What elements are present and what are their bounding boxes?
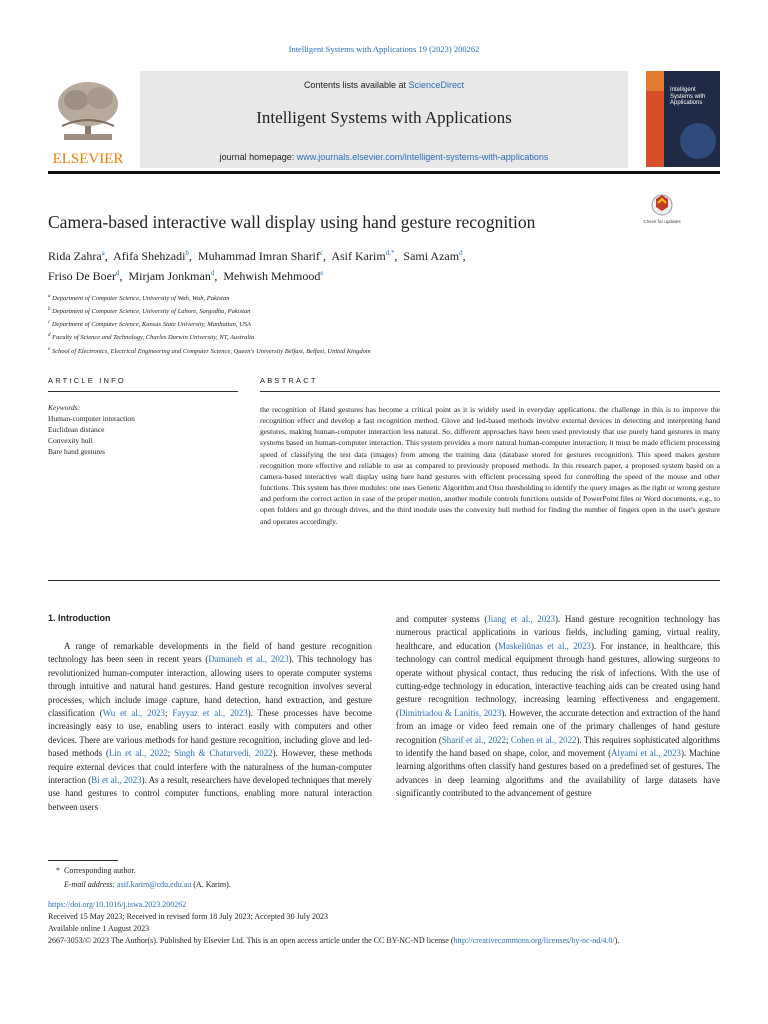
citation-link[interactable]: Wu et al., 2023 (102, 708, 165, 719)
citation-link[interactable]: Maskeliūnas et al., 2023 (498, 640, 591, 651)
affiliation-text: Faculty of Science and Technology, Charles Darwin University, NT, Australia (52, 334, 255, 342)
affiliation-text: Department of Computer Science, Kansas State University, Manhattan, USA (51, 321, 251, 329)
contents-prefix: Contents lists available at (303, 80, 406, 90)
author-aff[interactable]: d (116, 269, 120, 277)
affiliation-item (48, 317, 688, 330)
running-header[interactable]: Intelligent Systems with Applications 19 (2023) 200262 (288, 44, 480, 54)
affiliation-item (48, 304, 688, 317)
body-text: ; (505, 734, 511, 745)
license-link[interactable]: http://creativecommons.org/licenses/by-nc-nd/4.0/ (453, 936, 615, 945)
keyword: Human-computer interaction (48, 414, 135, 423)
body-text: ). However, the accurate detection and extraction of the hand from an image or video feed remain one of the primary challenges of hand gesture recognition ( (396, 707, 720, 745)
author-aff[interactable]: d,* (385, 249, 395, 257)
body-text: ). This technology has revolutionized human-computer interaction, allowing users to operate computer systems through intuitive and natural hand gestures. Hand gesture recognition involves several processes, which include image capture, hand detection, hand extraction, and gesture classification ( (48, 654, 372, 719)
affiliation-text: School of Electronics, Electrical Engineering and Computer Science, Queen's University Belfast, Belfast, United Kingdom (51, 347, 371, 355)
citation-link[interactable]: Damaneh et al., 2023 (208, 654, 289, 665)
keywords-label: Keywords: (48, 403, 81, 412)
author-name[interactable]: Friso De Boer (48, 269, 116, 283)
section-heading: 1. Introduction (48, 613, 111, 623)
affiliation-key: b (48, 307, 51, 313)
author-name[interactable]: Muhammad Imran Sharif (197, 249, 320, 263)
publisher-wordmark: ELSEVIER (52, 151, 124, 167)
citation-link[interactable]: Jiang et al., 2023 (487, 614, 556, 624)
affiliation-key: d (48, 333, 51, 339)
citation-link[interactable]: Alyami et al., 2023 (611, 748, 681, 759)
body-text: A range of remarkable developments in the field of hand gesture recognition technology has been seen in recent years ( (48, 641, 372, 665)
homepage-prefix: journal homepage: (219, 152, 295, 162)
received-line: Received 15 May 2023; Received in revised form 18 July 2023; Accepted 30 July 2023 (48, 912, 328, 921)
author-name[interactable]: Mirjam Jonkman (128, 269, 211, 283)
footnote-rule (48, 860, 118, 861)
abstract-rule (260, 391, 720, 392)
author-aff[interactable]: a (101, 249, 105, 257)
citation-link[interactable]: Fayyaz et al., 2023 (172, 708, 248, 719)
author-list: Rida Zahra$^a$, Afifa Shehzadi$^b$, Muhammad Imran Sharif$^c$, Asif Karim$^{d,*}$, Sami Azam$^d$, Friso De Boer$^d$, Mirjam Jonkman$^d$, Mehwish Mehmood$^e$ (48, 249, 466, 283)
doi-link[interactable]: https://doi.org/10.1016/j.iswa.2023.200262 (48, 900, 187, 909)
contents-line (140, 80, 628, 90)
affiliation-item (48, 291, 688, 304)
affiliation-item (48, 330, 688, 343)
author-name[interactable]: Sami Azam (403, 249, 460, 263)
body-text: ; (167, 748, 175, 759)
article-title: Camera-based interactive wall display using hand gesture recognition (48, 212, 536, 232)
elsevier-logo[interactable] (48, 74, 128, 166)
author-name[interactable]: Asif Karim (331, 249, 386, 263)
online-line: Available online 1 August 2023 (48, 924, 150, 933)
body-column-right (396, 613, 720, 801)
citation-link[interactable]: Sharif et al., 2022 (441, 734, 506, 745)
body-text: ). These processes have become increasingly easy to use, enabling users to interact easily with computers and other devices. There are various methods for hand gesture recognition, including glove and led-based methods ( (48, 708, 372, 759)
abstract-heading: ABSTRACT (260, 376, 318, 385)
citation-link[interactable]: Dimitriadou & Lanitis, 2023 (398, 707, 502, 718)
doi-line (48, 899, 186, 911)
keyword: Convexity hull (48, 436, 93, 445)
body-text: ). As a result, researchers have developed techniques that merely use hand gestures to control computer functions, enabling more natural interaction between users (48, 775, 372, 812)
author-name[interactable]: Rida Zahra (48, 249, 102, 263)
body-text: and computer systems ( (396, 614, 488, 624)
body-text: ). Machine learning algorithms often classify hand gestures based on a predefined set of gestures. The advances in deep learning algorithms and the availability of large datasets have significantly contributed to the advancement of gesture (396, 748, 720, 799)
journal-title: Intelligent Systems with Applications (256, 108, 512, 127)
journal-cover-thumbnail[interactable] (646, 71, 720, 167)
keywords-block (48, 402, 135, 457)
body-column-left (48, 640, 372, 814)
author-aff[interactable]: b (185, 249, 189, 257)
license-text: 2667-3053/© 2023 The Author(s). Published by Elsevier Ltd. This is an open access article under the CC BY-NC-ND license ( (48, 936, 454, 945)
license-suffix: ). (614, 936, 620, 945)
affiliation-text: Department of Computer Science, University of Lahore, Sargodha, Pakistan (52, 308, 251, 316)
article-info-heading: ARTICLE INFO (48, 376, 126, 385)
citation-link[interactable]: Cohen et al., 2022 (510, 734, 577, 745)
keyword: Bare hand gestures (48, 447, 106, 456)
affiliation-key: c (48, 320, 51, 326)
homepage-link[interactable]: www.journals.elsevier.com/intelligent-systems-with-applications (296, 152, 549, 162)
affiliation-list (48, 291, 688, 357)
affiliation-item (48, 344, 688, 357)
affiliation-key: a (48, 294, 51, 299)
author-aff[interactable]: d (459, 249, 463, 257)
author-aff[interactable]: c (319, 249, 323, 257)
email-label: E-mail address: (64, 880, 116, 889)
body-text: ). Hand gesture recognition technology has numerous practical applications in various fields, including gaming, virtual reality, healthcare, and education ( (396, 614, 720, 651)
author-name[interactable]: Afifa Shehzadi (113, 249, 186, 263)
author-aff[interactable]: d (210, 269, 215, 277)
affiliation-text: Department of Computer Science, University of Wah, Wah, Pakistan (52, 295, 230, 303)
cover-title: Intelligent Systems with Applications (670, 87, 706, 106)
tree-icon (58, 82, 118, 140)
body-text: ). However, these methods require external devices that could interfere with the naturalness of the human-computer interaction ( (48, 748, 373, 786)
sciencedirect-link[interactable]: ScienceDirect (408, 80, 465, 90)
badge-label: Check for updates (643, 219, 681, 224)
author-name[interactable]: Mehwish Mehmood (223, 269, 321, 283)
corresponding-text: Corresponding author. (64, 866, 136, 875)
asterisk-icon: * (56, 866, 60, 875)
keyword: Euclidean distance (48, 425, 105, 434)
email-link[interactable]: asif.karim@cdu.edu.au (117, 880, 192, 889)
body-text: ). This requires sophisticated algorithms to identify the hand based on shape, color, and movement ( (396, 734, 720, 759)
header-rule (48, 171, 720, 174)
author-aff[interactable]: e (320, 269, 324, 277)
check-for-updates-badge[interactable] (643, 193, 681, 231)
corresponding-note (56, 865, 136, 877)
citation-link[interactable]: Singh & Chaturvedi, 2022 (174, 748, 273, 759)
affiliation-key: e (48, 346, 51, 352)
email-note (64, 879, 231, 891)
citation-link[interactable]: Bi et al., 2023 (91, 775, 142, 786)
homepage-line (140, 152, 628, 162)
body-text: ; (164, 708, 173, 719)
email-suffix: (A. Karim). (193, 880, 231, 889)
cover-art (646, 71, 720, 167)
citation-link[interactable]: Lin et al., 2022 (108, 748, 168, 759)
abstract-bottom-rule (48, 580, 720, 581)
abstract-text: the recognition of Hand gestures has become a critical point as it is widely used in everyday applications. the challenge in this is to improve the recognition effect and develop a fast recognition method. Glove and led-based methods involve external devices in detecting and interpreting hand gestures, making human-computer interaction less natural. So, different approaches have been used previously that use purely hand gestures in many systems based on human-computer interaction. This system provides a more natural human-computer interaction; it must be made efficient processing speed of classifying the test data (images) from among the training data (database stored for gestures recognition). This speed makes gesture recognition more effective and reliable to use as compared to previously proposed methods. In this research paper, a proposed system based on a camera-based interactive wall display using bare hand gestures with efficient processing speed for controlling the speed of the mouse and other functions. This system has three modules: one uses Genetic Algorithm and Otsu thresholding to identify the query images as the right or wrong gesture and perform the correct action in case of the proper motion, another module controls functions outside of PowerPoint files or Word documents, e.g., to open folders and go through drives, and the third module uses the convexity hull method for finding the number of fingers open in the user's gesture and operates accordingly. (260, 405, 720, 526)
license-line (48, 935, 720, 947)
body-text: ). For instance, in healthcare, this technology can control medical equipment through hand gestures, allowing surgeons to operate without physical contact, thus reducing the risk of infections. With the use of cutting-edge technology in education, interactive teaching aids can be created using hand gesture recognition technology, increasing learning effectiveness and engagement. ( (396, 640, 721, 718)
info-rule (48, 391, 238, 392)
